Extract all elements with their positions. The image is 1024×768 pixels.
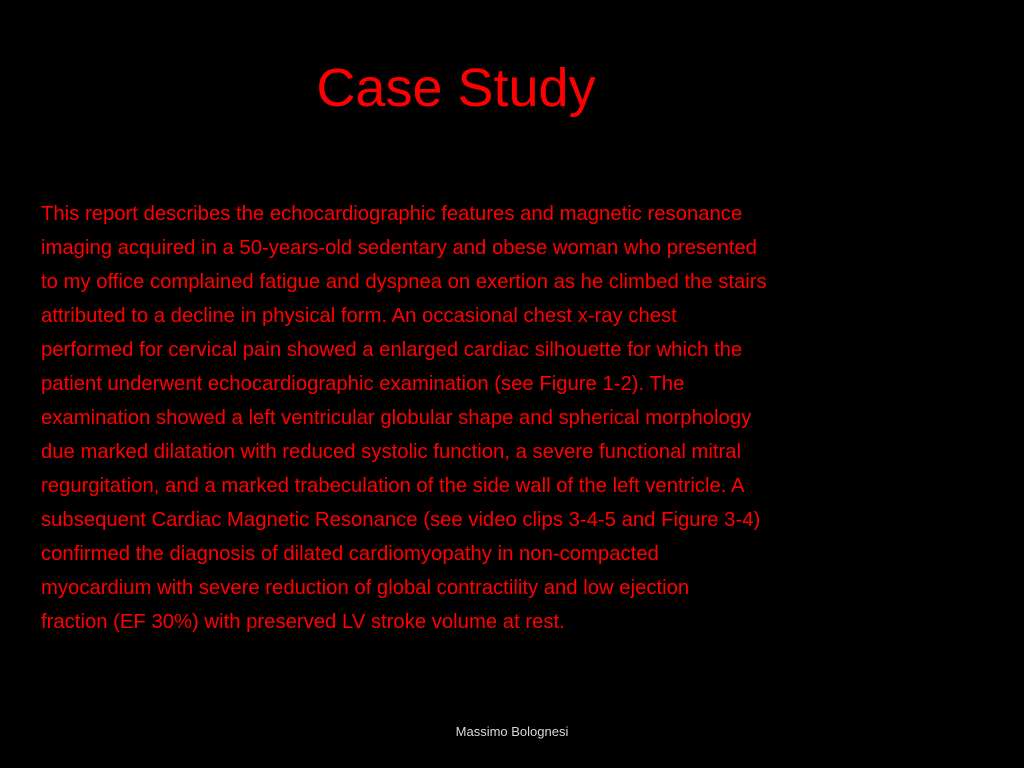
body-line: subsequent Cardiac Magnetic Resonance (see video clips 3-4-5 and Figure 3-4) <box>41 509 761 531</box>
body-line: regurgitation, and a marked trabeculation of the side wall of the left ventricle. A <box>41 475 745 497</box>
body-line: to my office complained fatigue and dyspnea on exertion as he climbed the stairs <box>41 271 767 293</box>
body-line: imaging acquired in a 50-years-old sedentary and obese woman who presented <box>41 237 757 259</box>
body-line: attributed to a decline in physical form. An occasional chest x-ray chest <box>41 305 677 327</box>
body-line: examination showed a left ventricular globular shape and spherical morphology <box>41 407 752 429</box>
body-line: performed for cervical pain showed a enlarged cardiac silhouette for which the <box>41 339 743 361</box>
body-line: fraction (EF 30%) with preserved LV stroke volume at rest. <box>41 611 565 633</box>
body-line: patient underwent echocardiographic examination (see Figure 1-2). The <box>41 373 685 395</box>
body-line: myocardium with severe reduction of global contractility and low ejection <box>41 577 690 599</box>
body-line: This report describes the echocardiographic features and magnetic resonance <box>41 203 743 225</box>
case-description <box>41 197 1001 639</box>
slide-title: Case Study <box>316 58 596 118</box>
author-footer: Massimo Bolognesi <box>455 724 569 739</box>
body-line: confirmed the diagnosis of dilated cardiomyopathy in non-compacted <box>41 543 659 565</box>
body-line: due marked dilatation with reduced systolic function, a severe functional mitral <box>41 441 742 463</box>
